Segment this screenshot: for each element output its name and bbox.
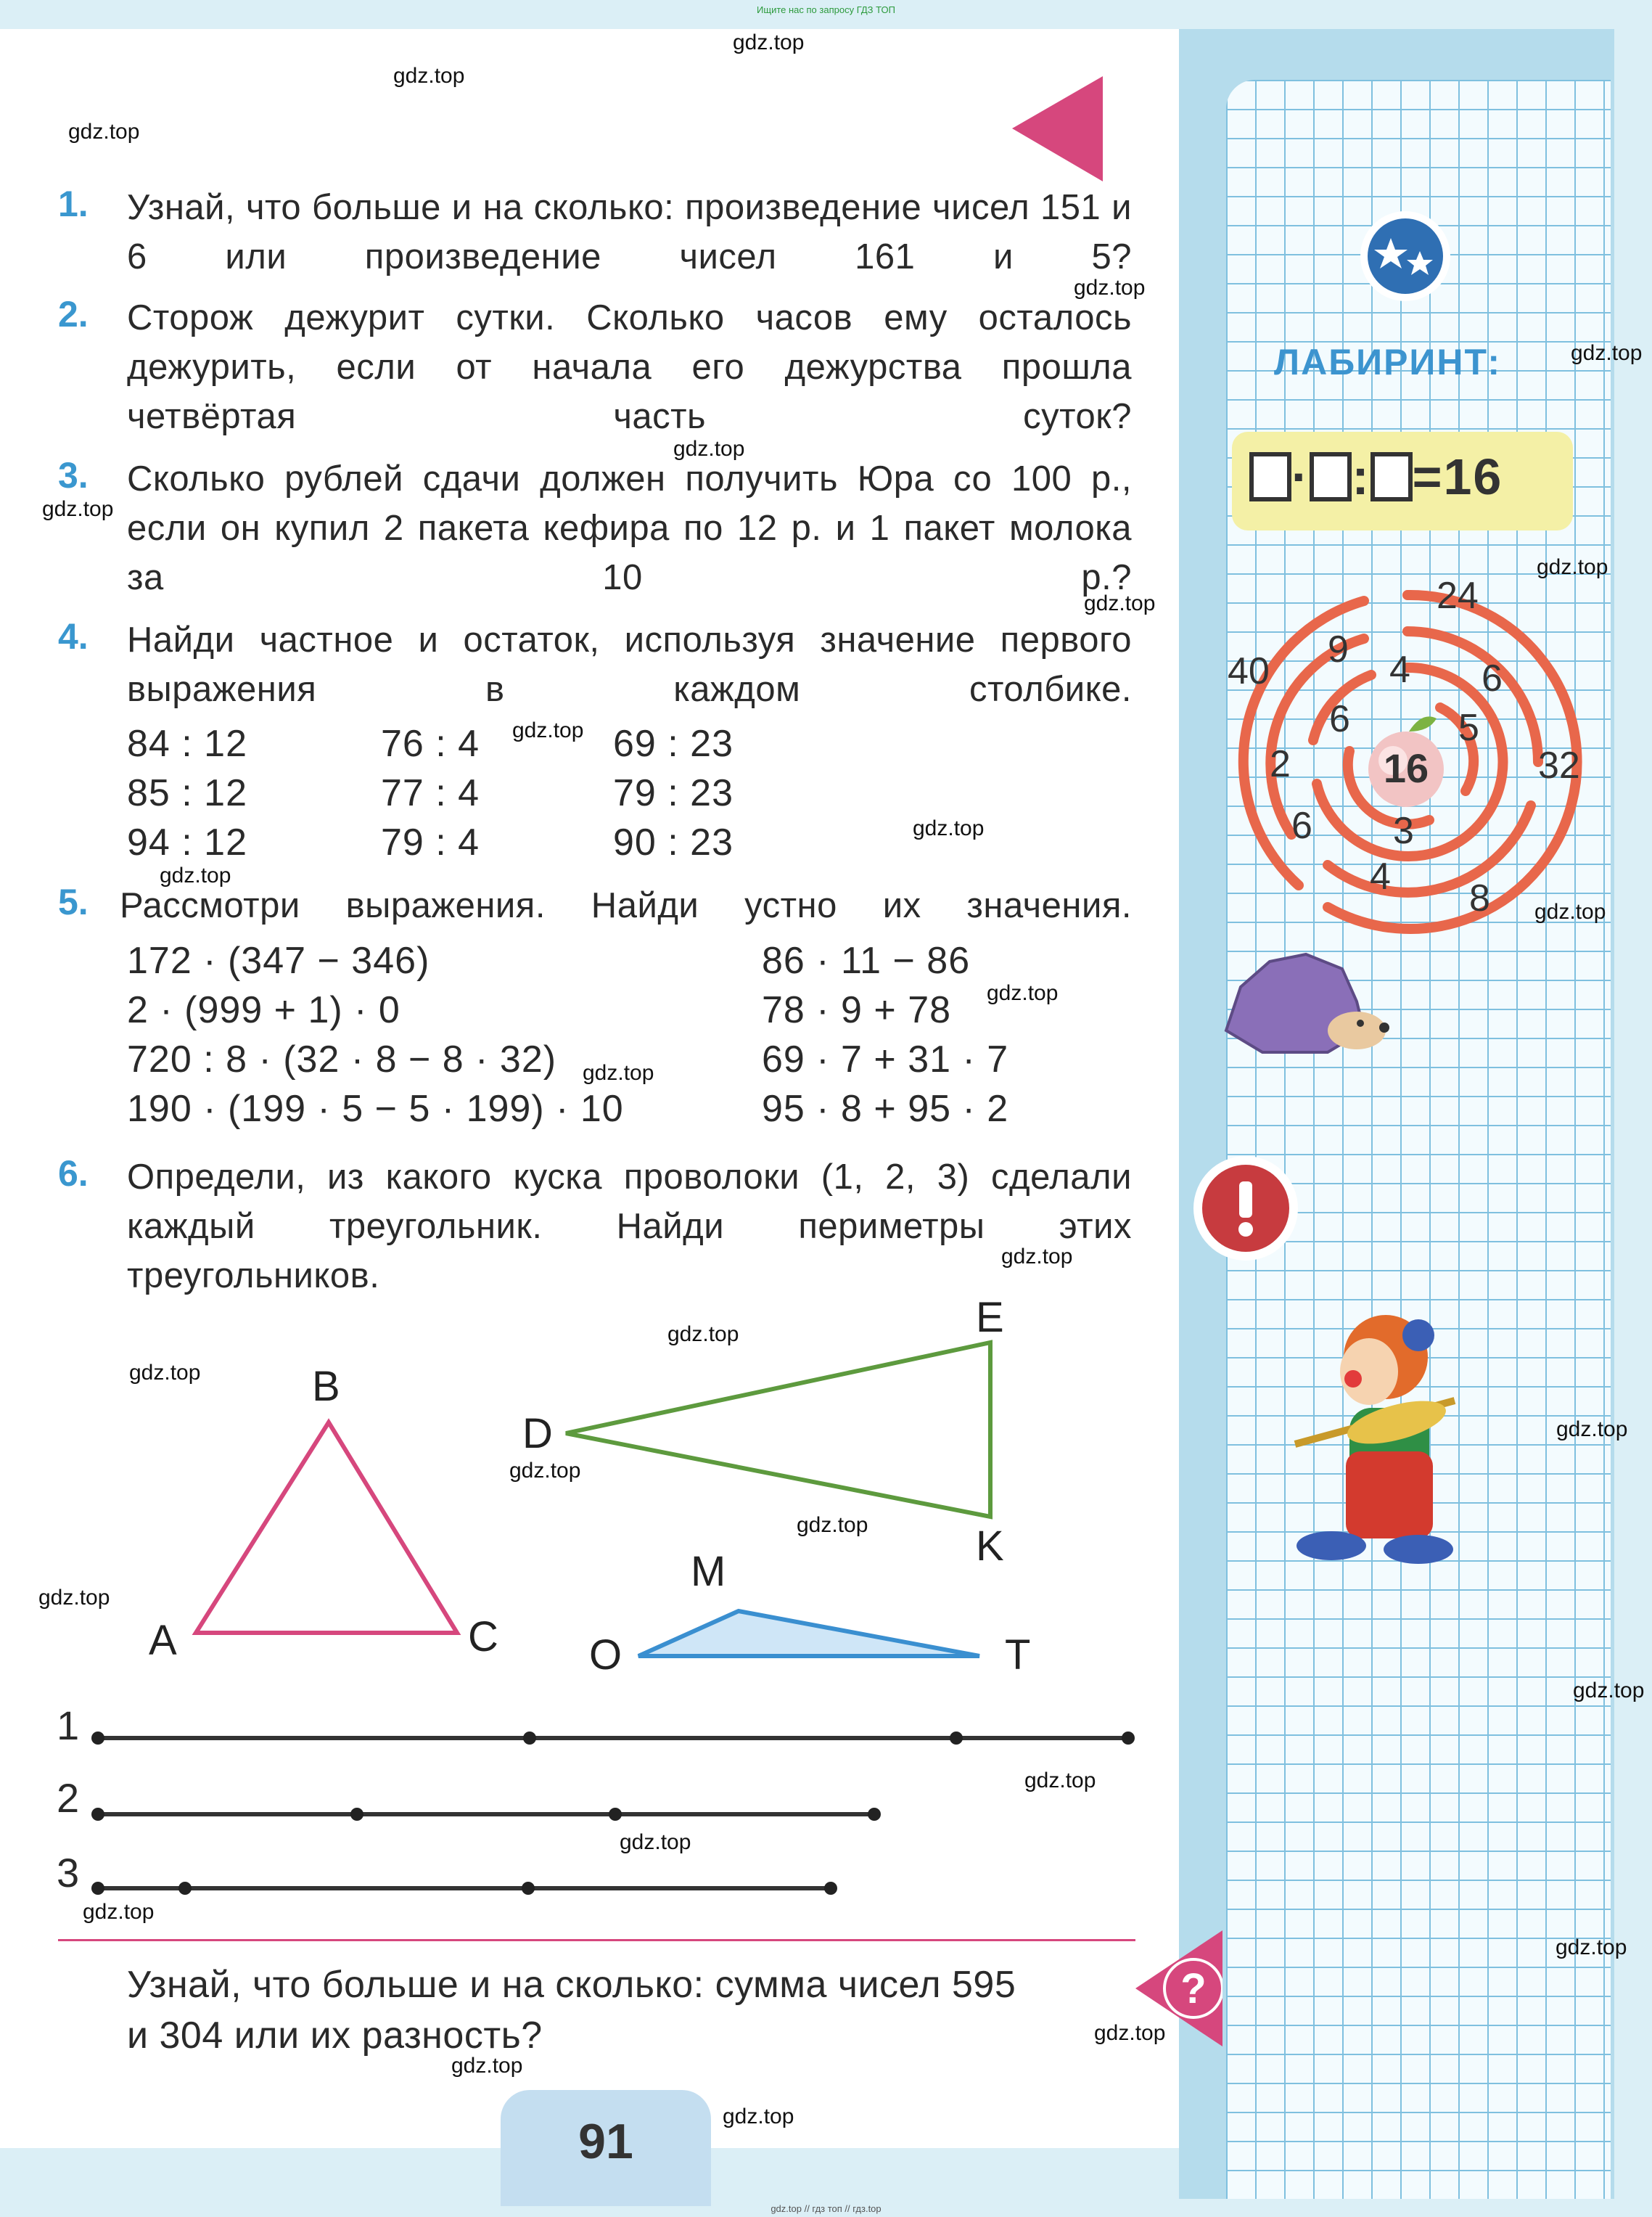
- header-note: Ищите нас по запросу ГДЗ ТОП: [757, 4, 895, 15]
- watermark: gdz.top: [733, 30, 805, 54]
- watermark: gdz.top: [1001, 1245, 1073, 1269]
- task5-expression: 172 · (347 − 346): [127, 940, 430, 982]
- task-text: Определи, из какого куска проволоки (1, 2, 3) сделали каждый треугольник. Найди периметры этих треугольников.: [127, 1157, 1132, 1295]
- maze-number: 8: [1469, 877, 1490, 919]
- watermark: gdz.top: [451, 2054, 523, 2078]
- triangle-abc: [196, 1422, 457, 1633]
- watermark: gdz.top: [1571, 341, 1643, 365]
- task-number: 4.: [58, 616, 89, 657]
- hedgehog-illustration: [1219, 943, 1393, 1067]
- clown-illustration: [1281, 1306, 1469, 1568]
- watermark: gdz.top: [620, 1830, 691, 1854]
- footer-note: gdz.top // гдз топ // гдз.top: [770, 2203, 882, 2214]
- task5-expression: 86 · 11 − 86: [762, 940, 971, 982]
- maze-number: 24: [1437, 575, 1479, 617]
- watermark: gdz.top: [512, 718, 584, 742]
- task5-expression: 190 · (199 · 5 − 5 · 199) · 10: [127, 1088, 624, 1130]
- grid-paper: [1226, 80, 1611, 2199]
- page-number: 91: [578, 2114, 633, 2169]
- watermark: gdz.top: [913, 816, 985, 840]
- watermark: gdz.top: [723, 2105, 794, 2128]
- task5-expression: 720 : 8 · (32 · 8 − 8 · 32): [127, 1038, 557, 1081]
- watermark: gdz.top: [1024, 1769, 1096, 1792]
- task-number: 6.: [58, 1153, 89, 1194]
- wire-point: [91, 1732, 104, 1745]
- triangle-omt: [638, 1611, 979, 1656]
- maze-number: 4: [1370, 856, 1391, 898]
- wire-point: [609, 1808, 622, 1821]
- task4-expression: 77 : 4: [381, 772, 480, 814]
- task4-expression: 84 : 12: [127, 723, 248, 765]
- task5-expression: 78 · 9 + 78: [762, 989, 952, 1031]
- maze-number: 9: [1328, 628, 1349, 671]
- vertex-label: C: [468, 1613, 498, 1660]
- labyrinth-maze: [1219, 573, 1596, 951]
- watermark: gdz.top: [160, 864, 231, 888]
- watermark: gdz.top: [83, 1900, 155, 1924]
- task4-expression: 85 : 12: [127, 772, 248, 814]
- watermark: gdz.top: [667, 1322, 739, 1346]
- labyrinth-title: ЛАБИРИНТ:: [1274, 342, 1501, 382]
- maze-number: 40: [1228, 650, 1270, 692]
- watermark: gdz.top: [1534, 900, 1606, 924]
- task-number: 3.: [58, 455, 89, 496]
- watermark: gdz.top: [1573, 1679, 1645, 1702]
- task-text: Узнай, что больше и на сколько: произведение чисел 151 и 6 или произведение чисел 161 и 5?: [127, 188, 1132, 276]
- vertex-label: E: [976, 1294, 1004, 1341]
- watermark: gdz.top: [42, 497, 114, 521]
- watermark: gdz.top: [797, 1513, 868, 1537]
- blank-box: [1249, 452, 1291, 501]
- watermark: gdz.top: [1094, 2021, 1166, 2045]
- triangle-dek: [566, 1343, 990, 1517]
- task4-expression: 79 : 23: [613, 772, 734, 814]
- wire-point: [91, 1808, 104, 1821]
- wire-label: 3: [57, 1850, 80, 1896]
- vertex-label: M: [691, 1548, 726, 1595]
- exclamation-icon: [1191, 1154, 1300, 1263]
- task-text: Рассмотри выражения. Найди устно их значения.: [120, 886, 1132, 925]
- task-number: 1.: [58, 184, 89, 224]
- watermark: gdz.top: [38, 1586, 110, 1610]
- watermark: gdz.top: [1556, 1417, 1628, 1441]
- wire-point: [868, 1808, 881, 1821]
- maze-number: 32: [1538, 745, 1580, 787]
- task-number: 2.: [58, 294, 89, 335]
- wire-point: [1122, 1732, 1135, 1745]
- wire-point: [523, 1732, 536, 1745]
- wire-point: [91, 1882, 104, 1895]
- maze-number: 5: [1458, 707, 1479, 749]
- watermark: gdz.top: [509, 1459, 581, 1483]
- watermark: gdz.top: [129, 1361, 201, 1385]
- task-text: Найди частное и остаток, используя значение первого выражения в каждом столбике.: [127, 620, 1132, 709]
- wire-point: [350, 1808, 363, 1821]
- labyrinth-equation: · : =16: [1249, 448, 1503, 506]
- maze-number: 16: [1383, 745, 1429, 791]
- maze-number: 6: [1291, 805, 1312, 847]
- vertex-label: B: [312, 1363, 340, 1410]
- vertex-label: K: [976, 1523, 1004, 1570]
- page-number-tab: [501, 2090, 711, 2206]
- wire-point: [950, 1732, 963, 1745]
- watermark: gdz.top: [1556, 1935, 1627, 1959]
- watermark: gdz.top: [987, 981, 1059, 1005]
- task-text: Сторож дежурит сутки. Сколько часов ему осталось дежурить, если от начала его дежурства прошла четвёртая часть суток?: [127, 298, 1132, 436]
- bottom-question: Узнай, что больше и на сколько: сумма чисел 595 и 304 или их разность?: [127, 1964, 1016, 2057]
- svg-text:?: ?: [1180, 1965, 1207, 2012]
- blank-box: [1310, 452, 1352, 501]
- watermark: gdz.top: [673, 437, 745, 461]
- vertex-label: O: [589, 1631, 622, 1679]
- task5-expression: 95 · 8 + 95 · 2: [762, 1088, 1009, 1130]
- task4-expression: 94 : 12: [127, 821, 248, 864]
- wire-point: [178, 1882, 192, 1895]
- watermark: gdz.top: [1084, 591, 1156, 615]
- divider: [58, 1939, 1135, 1941]
- watermark: gdz.top: [68, 120, 140, 144]
- task4-expression: 79 : 4: [381, 821, 480, 864]
- maze-number: 4: [1389, 649, 1410, 691]
- maze-number: 2: [1270, 743, 1291, 785]
- watermark: gdz.top: [1537, 555, 1608, 579]
- watermark: gdz.top: [583, 1061, 654, 1085]
- watermark: gdz.top: [1074, 276, 1146, 300]
- maze-number: 6: [1329, 698, 1350, 740]
- maze-number: 6: [1482, 657, 1503, 700]
- vertex-label: D: [522, 1410, 553, 1457]
- wire-label: 2: [57, 1775, 80, 1821]
- task-text: Сколько рублей сдачи должен получить Юра со 100 р., если он купил 2 пакета кефира по 12 р. и 1 пакет молока за 10 р.?: [127, 459, 1132, 597]
- task4-expression: 76 : 4: [381, 723, 480, 765]
- task5-expression: 69 · 7 + 31 · 7: [762, 1038, 1009, 1081]
- maze-number: 3: [1393, 810, 1414, 852]
- task4-expression: 69 : 23: [613, 723, 734, 765]
- wire-point: [522, 1882, 535, 1895]
- task4-expression: 90 : 23: [613, 821, 734, 864]
- stars-icon: [1358, 209, 1452, 303]
- task-number: 5.: [58, 882, 89, 922]
- wire-label: 1: [57, 1702, 80, 1748]
- blank-box: [1370, 452, 1413, 501]
- equation-result: =16: [1412, 448, 1503, 505]
- task5-expression: 2 · (999 + 1) · 0: [127, 989, 400, 1031]
- vertex-label: A: [149, 1617, 177, 1664]
- vertex-label: T: [1005, 1631, 1031, 1679]
- wire-point: [824, 1882, 837, 1895]
- watermark: gdz.top: [393, 64, 465, 88]
